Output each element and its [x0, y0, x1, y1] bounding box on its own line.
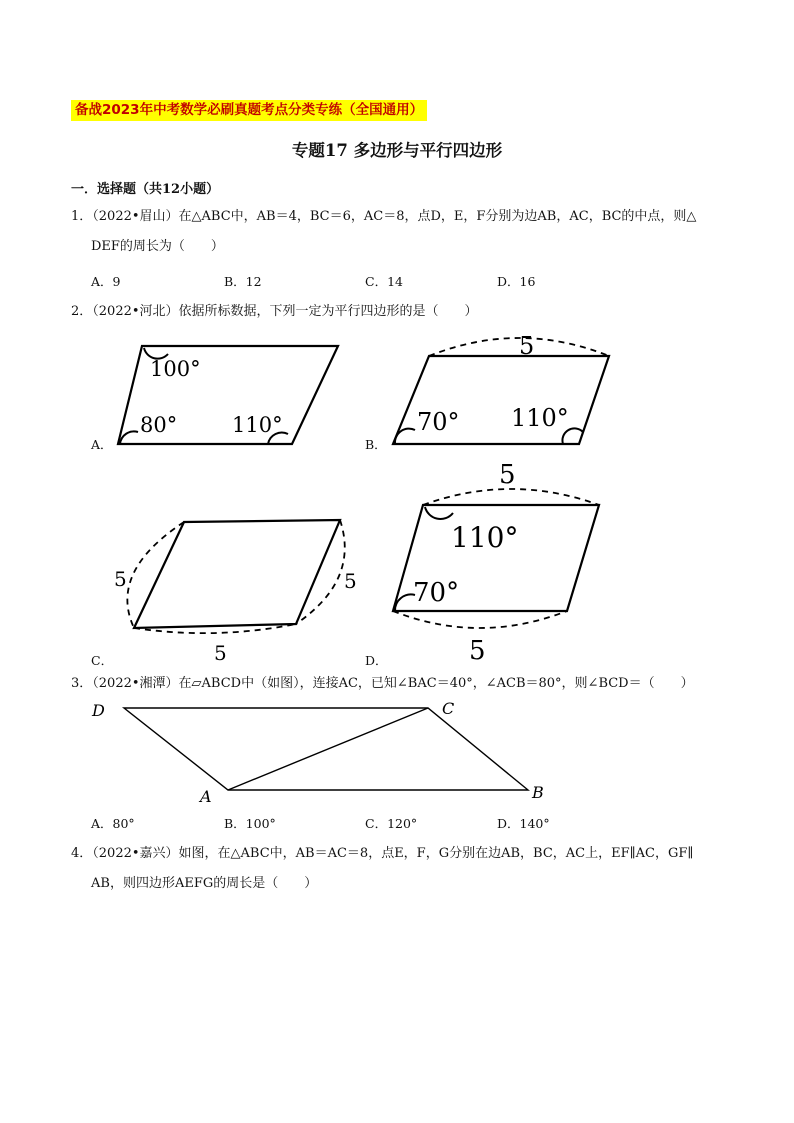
- angle-label-110: 110°: [511, 404, 569, 432]
- question-2-label-b: B．: [365, 437, 387, 452]
- angle-label-70: 70°: [413, 578, 460, 608]
- question-3-option-d: D．140°: [497, 816, 550, 831]
- angle-arc-top-left: [425, 507, 453, 519]
- question-3-text: 3．（2022•湘潭）在▱ABCD中（如图），连接AC，已知∠BAC＝40°，∠ACB＝80°，则∠BCD＝（ ）: [71, 676, 694, 691]
- question-4-line-1: 4．（2022•嘉兴）如图，在△ABC中，AB＝AC＝8，点E，F，G分别在边AB，BC，AC上，EF∥AC，GF∥: [71, 846, 694, 861]
- question-2-label-a: A．: [91, 437, 113, 452]
- question-2-label-c: C．: [91, 653, 114, 668]
- side-label-bottom: 5: [214, 641, 227, 665]
- question-1-line-1: 1．（2022•眉山）在△ABC中，AB＝4，BC＝6，AC＝8，点D，E，F分别为边AB，AC，BC的中点，则△: [71, 209, 697, 224]
- question-3-option-c: C．120°: [365, 816, 418, 831]
- figure-a-quadrilateral: [110, 340, 345, 450]
- exam-banner: 备战2023年中考数学必刷真题考点分类专练（全国通用）: [71, 100, 427, 121]
- figure-c-quadrilateral: [108, 512, 363, 667]
- question-4-line-2: AB，则四边形AEFG的周长是（ ）: [91, 876, 318, 891]
- question-1-option-b: B．12: [224, 274, 262, 289]
- page-title: 专题17 多边形与平行四边形: [291, 141, 503, 160]
- point-label-b: B: [532, 783, 544, 802]
- section-heading: 一．选择题（共12小题）: [71, 182, 220, 197]
- point-label-c: C: [442, 699, 455, 718]
- question-1-line-2: DEF的周长为（ ）: [91, 239, 224, 254]
- figure-d-quadrilateral: [385, 455, 620, 665]
- angle-label-110: 110°: [451, 521, 519, 554]
- side-label-5: 5: [519, 332, 535, 360]
- side-label-bottom: 5: [469, 636, 486, 665]
- figure-b-quadrilateral: [385, 328, 620, 450]
- point-label-a: A: [200, 787, 212, 806]
- diagonal-ac: [228, 708, 428, 790]
- question-1-option-d: D．16: [497, 274, 536, 289]
- question-3-option-a: A．80°: [91, 816, 135, 831]
- angle-label-110: 110°: [232, 413, 283, 437]
- point-label-d: D: [92, 701, 105, 720]
- figure-parallelogram-abcd: [88, 696, 558, 806]
- question-2-label-d: D．: [365, 653, 388, 668]
- side-label-top: 5: [499, 460, 516, 490]
- question-2-text: 2．（2022•河北）依据所标数据，下列一定为平行四边形的是（ ）: [71, 304, 478, 319]
- angle-arc-bottom-left: [120, 431, 138, 444]
- angle-label-100: 100°: [150, 357, 201, 381]
- question-3-option-b: B．100°: [224, 816, 276, 831]
- side-label-left: 5: [114, 567, 127, 591]
- angle-label-80: 80°: [140, 413, 178, 437]
- side-label-right: 5: [344, 569, 357, 593]
- angle-label-70: 70°: [417, 408, 460, 436]
- question-1-option-a: A．9: [91, 274, 121, 289]
- question-1-option-c: C．14: [365, 274, 403, 289]
